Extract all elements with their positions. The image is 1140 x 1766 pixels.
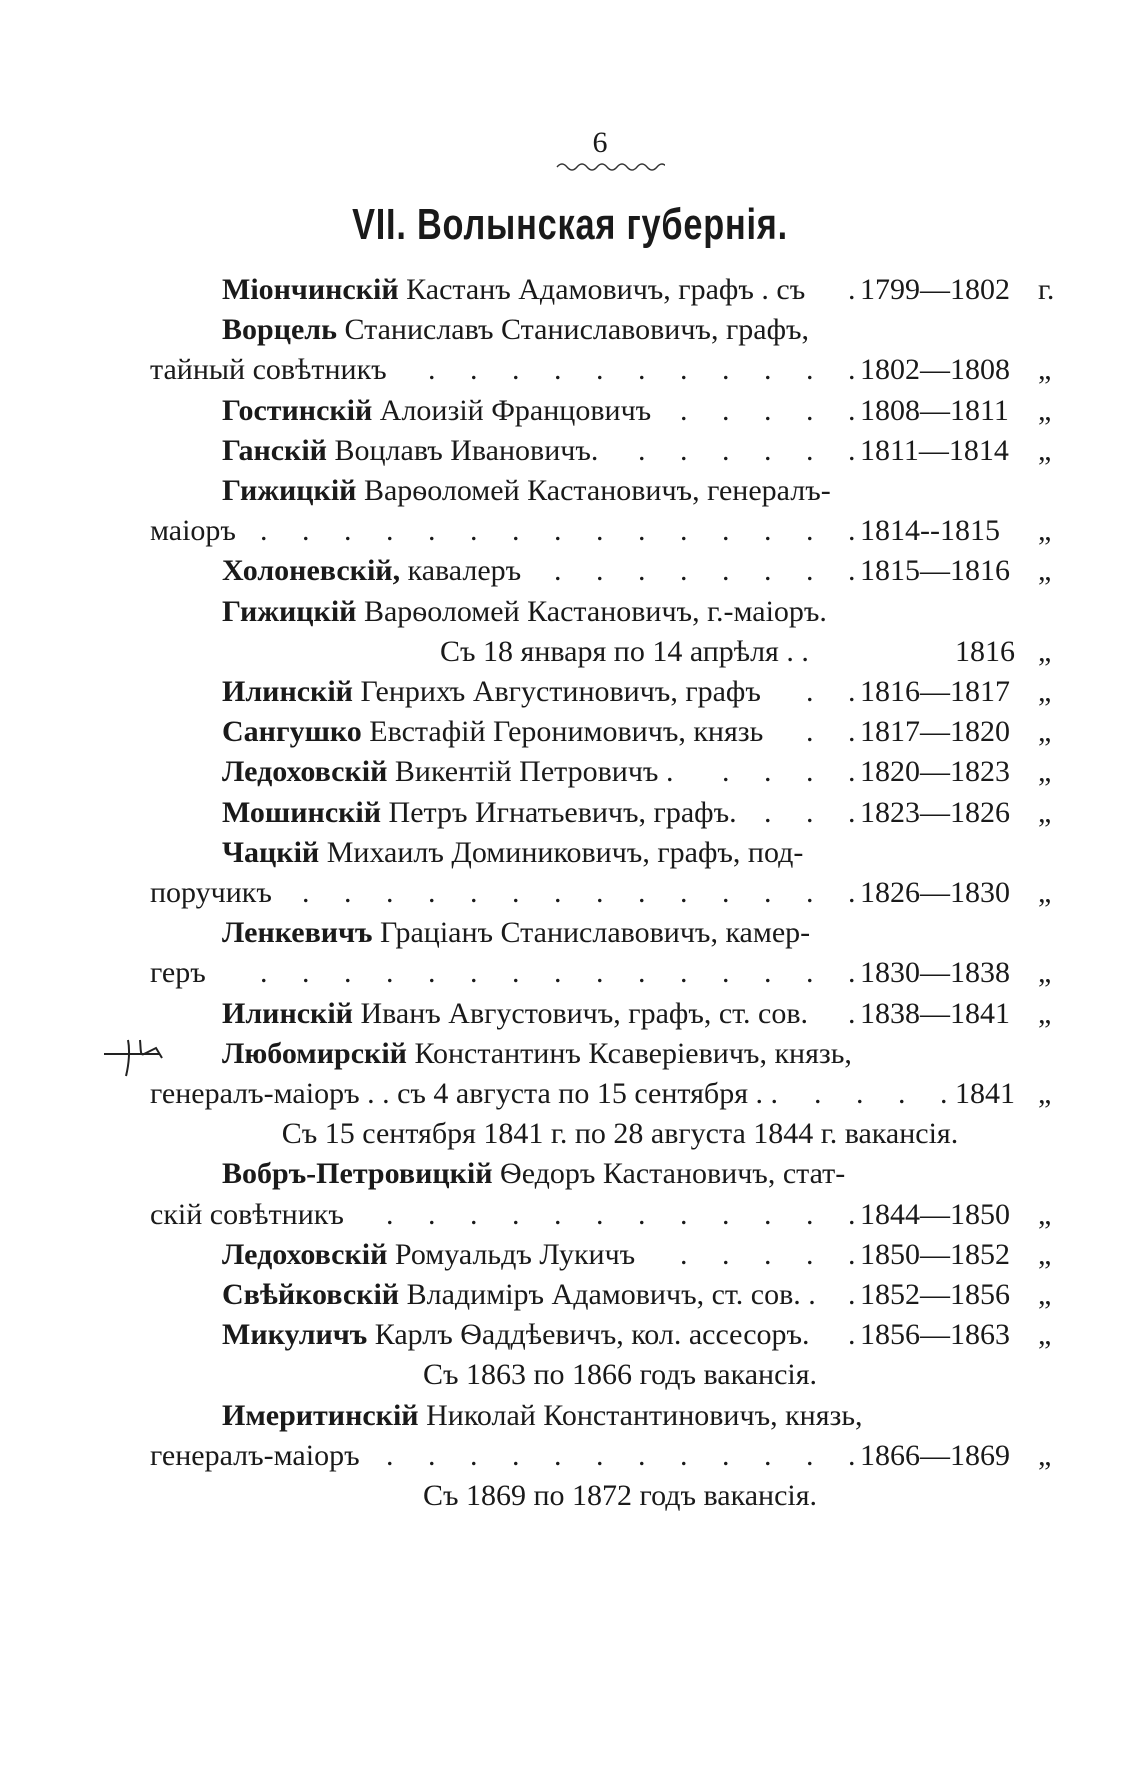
official-surname: Гижицкій bbox=[222, 474, 357, 507]
ditto-mark: г. bbox=[1038, 273, 1055, 306]
ditto-mark: „ bbox=[1038, 1278, 1052, 1311]
tenure-years: 1844—1850 bbox=[860, 1197, 1010, 1231]
official-surname: Ганскій bbox=[222, 433, 327, 467]
svg-text:+: + bbox=[180, 1061, 182, 1063]
official-details: Викентій Петровичъ . bbox=[394, 755, 674, 789]
tenure-years: 1808—1811 bbox=[860, 393, 1009, 427]
ditto-mark: „ bbox=[1038, 1077, 1052, 1110]
official-details: Воцлавъ Ивановичъ. bbox=[334, 433, 599, 467]
official-surname: Міончинскій bbox=[222, 273, 399, 306]
tenure-years: 1811—1814 bbox=[860, 433, 1009, 467]
official-surname: Любомирскій bbox=[222, 1036, 407, 1070]
entry-line bbox=[222, 793, 737, 833]
entry-line bbox=[222, 551, 521, 591]
ditto-mark: „ bbox=[1038, 1318, 1052, 1352]
entry-continuation bbox=[150, 1436, 360, 1476]
entry-line bbox=[222, 270, 805, 310]
official-surname: Ворцель bbox=[222, 313, 337, 347]
entry-line bbox=[222, 431, 598, 471]
official-details: Станиславъ Станиславовичъ, графъ, bbox=[344, 313, 810, 347]
entry-line bbox=[222, 712, 763, 752]
vacancy-note: Съ 1863 по 1866 годъ вакансія. bbox=[422, 1358, 818, 1392]
continuation-text: генералъ-маіоръ bbox=[150, 1438, 360, 1472]
official-surname: Ледоховскій bbox=[222, 755, 388, 789]
vacancy-note: Съ 15 сентября 1841 г. по 28 августа 1844 г. вакансія. bbox=[281, 1117, 959, 1151]
ditto-mark: „ bbox=[1038, 433, 1052, 467]
official-details: кавалеръ bbox=[407, 554, 522, 588]
ditto-mark: „ bbox=[1038, 996, 1052, 1030]
official-surname: Гостинскій bbox=[222, 393, 373, 427]
entry-line bbox=[222, 994, 808, 1034]
entry-line bbox=[222, 1235, 635, 1275]
entry-line bbox=[222, 391, 651, 431]
ditto-mark: „ bbox=[1038, 1237, 1052, 1271]
tenure-years: 1820—1823 bbox=[860, 755, 1010, 789]
official-surname: Сангушко bbox=[222, 715, 362, 749]
ditto-mark: „ bbox=[1038, 634, 1052, 668]
tenure-years: 1856—1863 bbox=[860, 1318, 1010, 1352]
entry-line bbox=[222, 310, 809, 350]
entry-line bbox=[222, 1275, 816, 1315]
section-heading: VII. Волынская губернія. bbox=[352, 200, 788, 249]
entry-continuation bbox=[150, 1074, 778, 1114]
official-surname: Ленкевичъ bbox=[222, 916, 373, 950]
entry-continuation bbox=[150, 350, 387, 390]
ditto-mark: „ bbox=[1038, 795, 1052, 829]
ditto-mark: „ bbox=[1038, 715, 1052, 749]
entry-line bbox=[222, 752, 673, 792]
entry-line bbox=[222, 913, 810, 953]
entry-line bbox=[222, 471, 831, 511]
official-surname: Мошинскій bbox=[222, 795, 382, 829]
vacancy-note: Съ 18 января по 14 апрѣля . . bbox=[440, 634, 809, 668]
entry-line bbox=[222, 1034, 852, 1074]
official-surname: Холоневскій, bbox=[222, 554, 401, 588]
ditto-mark: „ bbox=[1038, 755, 1052, 789]
official-details: Ромуальдъ Лукичъ bbox=[394, 1237, 636, 1271]
official-details: Карлъ Ѳаддѣевичъ, кол. ассесоръ. bbox=[374, 1318, 810, 1352]
tenure-years: 1826—1830 bbox=[860, 876, 1010, 909]
tenure-years: 1823—1826 bbox=[860, 795, 1010, 829]
official-surname: Ледоховскій bbox=[222, 1237, 388, 1271]
continuation-text: генералъ-маіоръ . . съ 4 августа по 15 сентября . . bbox=[150, 1077, 778, 1110]
entry-line bbox=[222, 592, 827, 632]
tenure-years: 1850—1852 bbox=[860, 1237, 1010, 1271]
ditto-mark: „ bbox=[1038, 353, 1052, 387]
tenure-years: 1830—1838 bbox=[860, 956, 1010, 990]
tenure-years: 1841 bbox=[955, 1077, 1015, 1110]
entry-continuation bbox=[150, 873, 272, 913]
official-details: Николай Константиновичъ, князь, bbox=[426, 1398, 863, 1432]
document-page: 6 VII. Волынская губернія. + Міончинскій Кастанъ Адамовичъ, графъ . съ . 1799—1802 г. Ворцель Станиславъ Станиславовичъ, графъ, тайный совѣтникъ . . . . . . . . . . . 1802—1808 „ Гостинскій Алоизій Францовичъ . . . . . 1808—1811 „ Ганскій Воцлавъ Ивановичъ. . . . . . . 1811—1814 „ Гижицкій Варѳоломей Кастановичъ, генералъ- маіоръ . . . . . . . . . . . . . . . 1814--1815 „ Холоневскій, кавалеръ . . . . . . . . 1815—1816 „ Гижицкій Варѳоломей Кастановичъ, г.-маіоръ. Съ 18 января по 14 апрѣля . . 1816 „ Илинскій Генрихъ Августиновичъ, графъ . . 1816—1817 „ Сангушко Евстафій Геронимовичъ, князь . . 1817—1820 „ Ледоховскій Викентій Петровичъ . . . . . 1820—1823 „ Мошинскій Петръ Игнатьевичъ, графъ. . . . 1823—1826 „ Чацкій Михаилъ Доминиковичъ, графъ, под- поручикъ . . . . . . . . . . . . . . 1826—1830 „ Ленкевичъ Граціанъ Станиславовичъ, камер- геръ . . . . . . . . . . . . . . . 1830—1838 „ Илинскій Иванъ Августовичъ, графъ, ст. сов. . 1838—1841 „ Любомирскій Константинъ Ксаверіевичъ, князь, генералъ-маіоръ . . съ 4 августа по 15 сентября . . . . . . 1841 „ Съ 15 сентября 1841 г. по 28 августа 1844 г. вакансія. Вобръ-Петровицкій Ѳедоръ Кастановичъ, стат- скій совѣтникъ . . . . . . . . . . . . 1844—1850 „ Ледоховскій Ромуальдъ Лукичъ . . . . . 1850—1852 „ Свѣйковскій Владиміръ Адамовичъ, ст. сов. . . 1852—1856 „ Микуличъ Карлъ Ѳаддѣевичъ, кол. ассесоръ. . 1856—1863 „ Съ 1863 по 1866 годъ вакансія. Имеритинскій Николай Константиновичъ, князь, генералъ-маіоръ . . . . . . . . . . . . 1866—1869 „ Съ 1869 по 1872 годъ вакансія. bbox=[0, 0, 1140, 1766]
official-details: Генрихъ Августиновичъ, графъ bbox=[360, 675, 761, 708]
ditto-mark: „ bbox=[1038, 1438, 1052, 1472]
official-details: Алоизій Францовичъ bbox=[379, 393, 652, 427]
entry-continuation bbox=[150, 953, 206, 993]
tenure-years: 1838—1841 bbox=[860, 996, 1010, 1030]
continuation-text: скій совѣтникъ bbox=[150, 1197, 344, 1231]
wavy-divider bbox=[555, 160, 665, 174]
tenure-years: 1817—1820 bbox=[860, 715, 1010, 749]
ditto-mark: „ bbox=[1038, 956, 1052, 990]
official-details: Кастанъ Адамовичъ, графъ . съ bbox=[406, 273, 806, 306]
ditto-mark: „ bbox=[1038, 393, 1052, 427]
official-surname: Гижицкій bbox=[222, 594, 357, 628]
tenure-years: 1852—1856 bbox=[860, 1278, 1010, 1311]
continuation-text: тайный совѣтникъ bbox=[150, 353, 387, 387]
continuation-text: геръ bbox=[150, 956, 206, 990]
official-details: Варѳоломей Кастановичъ, г.-маіоръ. bbox=[363, 594, 827, 628]
entry-line bbox=[222, 1315, 810, 1355]
official-details: Иванъ Августовичъ, графъ, ст. сов. bbox=[360, 996, 808, 1030]
entry-line bbox=[222, 833, 803, 873]
tenure-years: 1799—1802 bbox=[860, 273, 1010, 306]
ditto-mark: „ bbox=[1038, 554, 1052, 588]
ditto-mark: „ bbox=[1038, 514, 1052, 548]
tenure-years: 1816 bbox=[955, 634, 1015, 668]
official-details: Константинъ Ксаверіевичъ, князь, bbox=[414, 1036, 852, 1070]
ditto-mark: „ bbox=[1038, 876, 1052, 909]
official-surname: Илинскій bbox=[222, 996, 353, 1030]
official-details: Петръ Игнатьевичъ, графъ. bbox=[388, 795, 737, 829]
entry-continuation bbox=[150, 1195, 344, 1235]
tenure-years: 1866—1869 bbox=[860, 1438, 1010, 1472]
official-details: Михаилъ Доминиковичъ, графъ, под- bbox=[326, 835, 804, 869]
official-details: Варѳоломей Кастановичъ, генералъ- bbox=[363, 474, 831, 507]
official-details: Граціанъ Станиславовичъ, камер- bbox=[380, 916, 811, 950]
ditto-mark: „ bbox=[1038, 1197, 1052, 1231]
tenure-years: 1816—1817 bbox=[860, 675, 1010, 708]
entry-line bbox=[222, 1396, 863, 1436]
continuation-text: поручикъ bbox=[150, 876, 272, 909]
tenure-years: 1802—1808 bbox=[860, 353, 1010, 387]
official-details: Владиміръ Адамовичъ, ст. сов. . bbox=[406, 1278, 816, 1311]
official-surname: Чацкій bbox=[222, 835, 320, 869]
official-surname: Вобръ-Петровицкій bbox=[222, 1157, 493, 1191]
official-surname: Свѣйковскій bbox=[222, 1278, 400, 1311]
official-surname: Илинскій bbox=[222, 675, 353, 708]
entry-continuation bbox=[150, 511, 236, 551]
entry-line bbox=[222, 672, 761, 712]
official-details: Ѳедоръ Кастановичъ, стат- bbox=[500, 1157, 846, 1191]
entry-line bbox=[222, 1154, 845, 1194]
vacancy-note: Съ 1869 по 1872 годъ вакансія. bbox=[422, 1479, 818, 1512]
page-number: 6 bbox=[592, 126, 608, 159]
continuation-text: маіоръ bbox=[150, 514, 236, 548]
tenure-years: 1815—1816 bbox=[860, 554, 1010, 588]
ditto-mark: „ bbox=[1038, 675, 1052, 708]
official-details: Евстафій Геронимовичъ, князь bbox=[369, 715, 764, 749]
handwritten-cross-mark bbox=[100, 1032, 192, 1078]
official-surname: Имеритинскій bbox=[222, 1398, 419, 1432]
tenure-years: 1814--1815 bbox=[860, 514, 1000, 548]
official-surname: Микуличъ bbox=[222, 1318, 368, 1352]
